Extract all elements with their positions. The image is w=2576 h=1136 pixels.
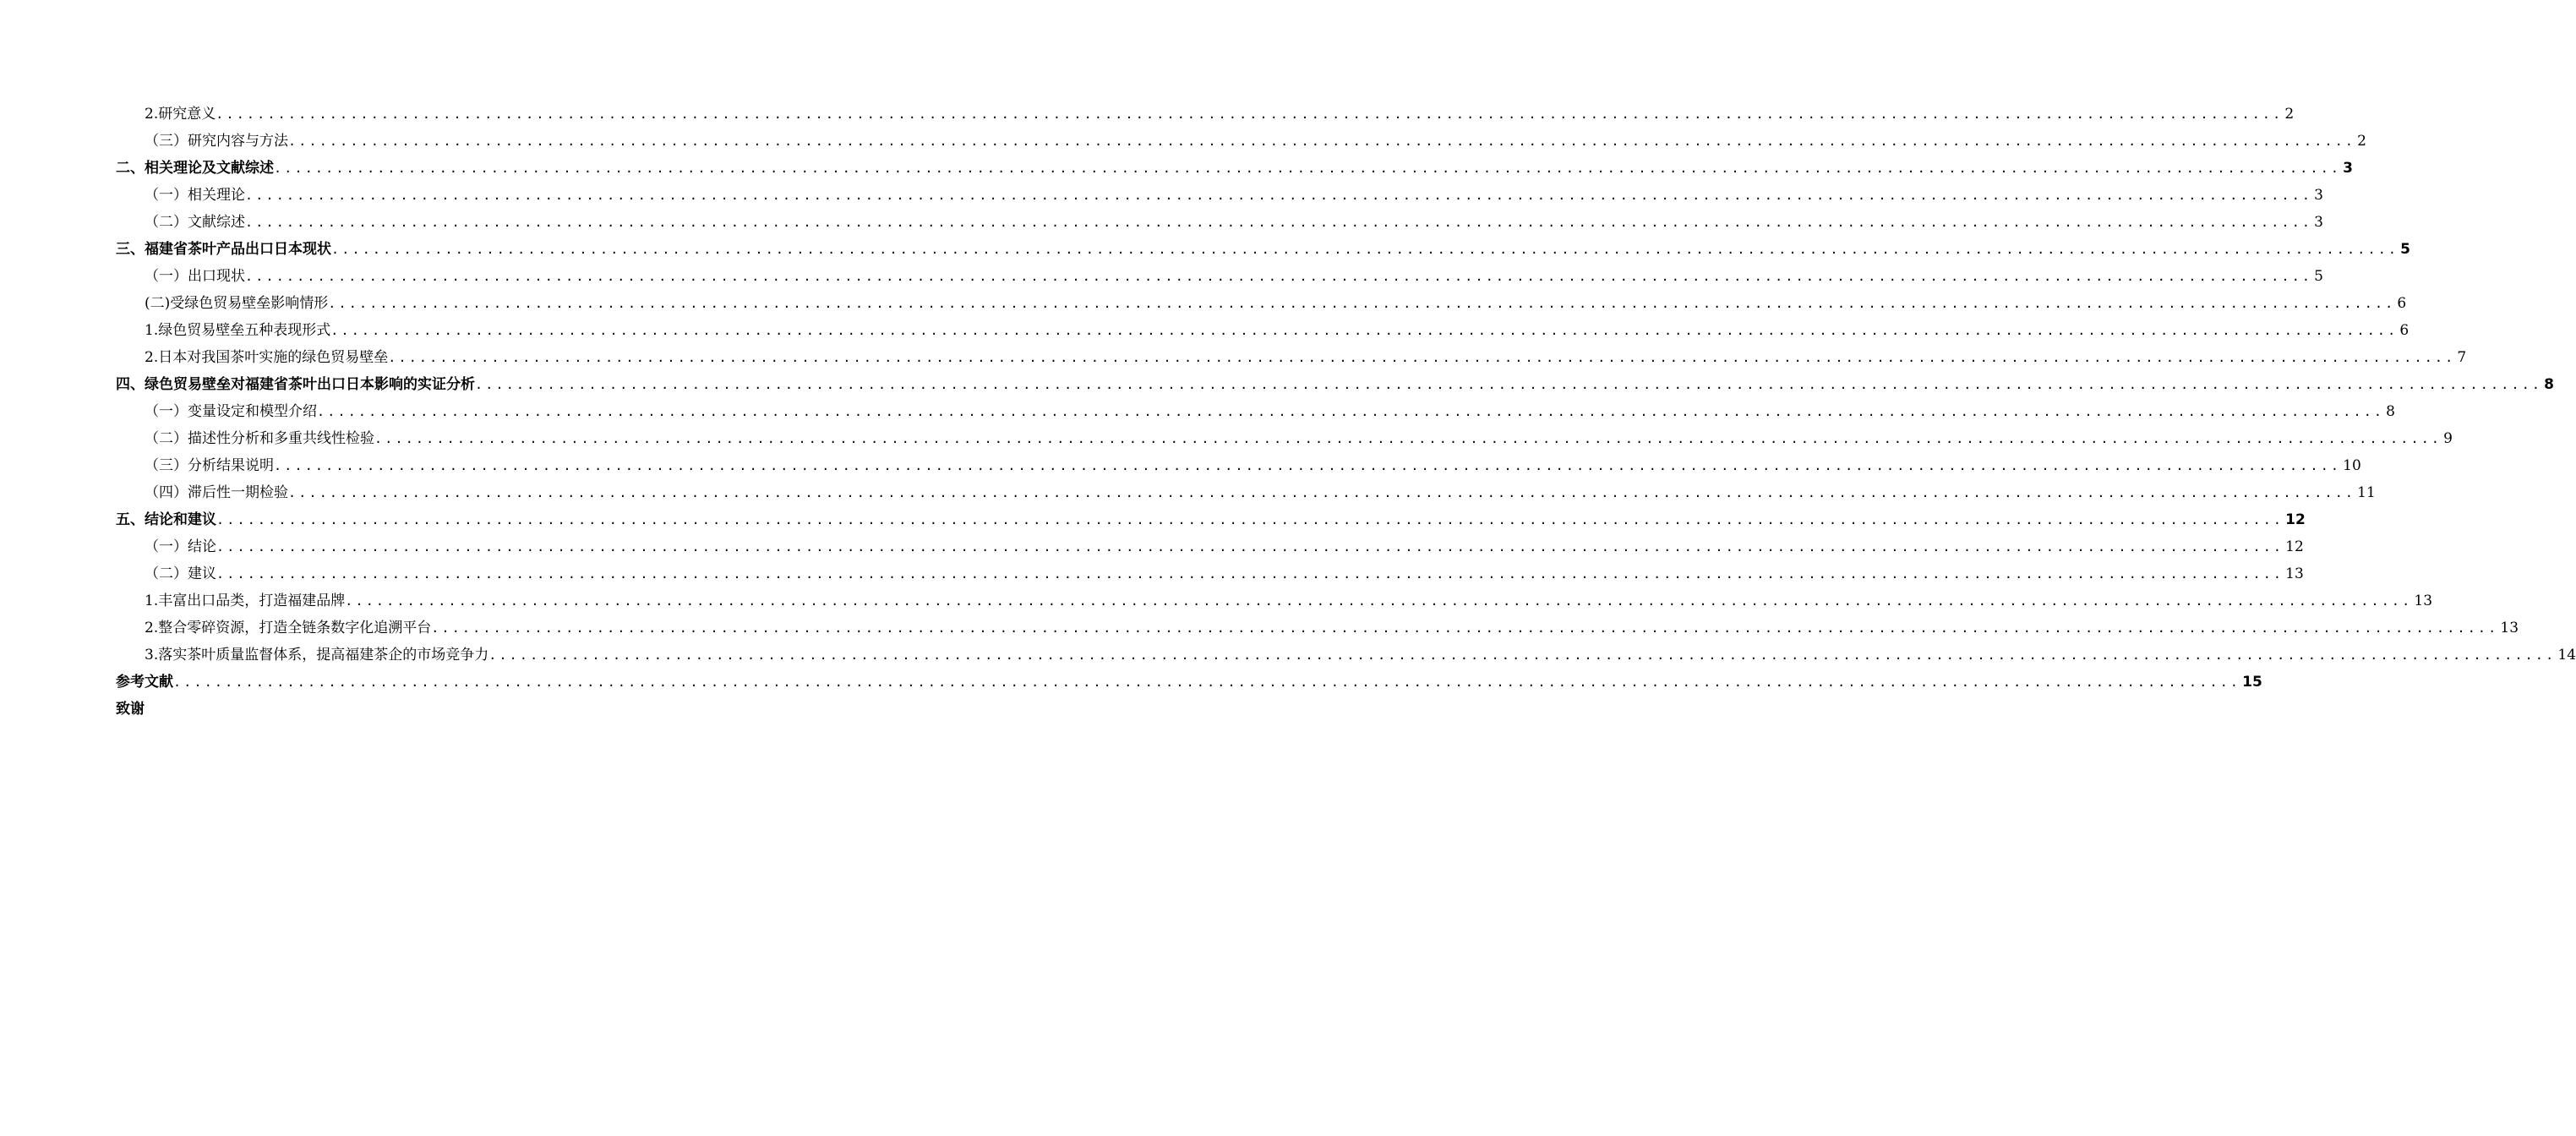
toc-page-number: 3 xyxy=(2314,214,2323,231)
toc-entry[interactable] xyxy=(116,206,2323,233)
toc-entry[interactable] xyxy=(116,179,2323,206)
toc-page-number: 6 xyxy=(2397,295,2407,312)
toc-dot-leader: ........................................................................................................................................................................................................ xyxy=(317,404,2385,419)
toc-entry-title: （一）出口现状 xyxy=(145,268,245,285)
toc-entry[interactable] xyxy=(116,341,2467,369)
toc-entry-title: （一）相关理论 xyxy=(145,187,245,204)
toc-dot-leader: ........................................................................................................................................................................................................ xyxy=(245,215,2313,230)
toc-page-number: 13 xyxy=(2500,620,2519,636)
toc-dot-leader: ........................................................................................................................................................................................................ xyxy=(274,458,2342,473)
toc-entry-title: （一）结论 xyxy=(145,538,216,555)
toc-page-number: 13 xyxy=(2285,565,2304,582)
toc-page-number: 6 xyxy=(2399,322,2410,339)
toc-entry-title: 1.丰富出口品类，打造福建品牌 xyxy=(145,593,346,609)
toc-entry-title: 2.研究意义 xyxy=(145,106,216,123)
toc-entry-title: （三）研究内容与方法 xyxy=(145,133,288,150)
toc-entry-title: （二）文献综述 xyxy=(145,214,245,231)
toc-page-number: 12 xyxy=(2285,511,2306,528)
toc-entry[interactable] xyxy=(116,369,2554,396)
toc-page-number: 3 xyxy=(2343,160,2353,177)
toc-entry[interactable] xyxy=(116,125,2366,152)
toc-dot-leader: ........................................................................................................................................................................................................ xyxy=(328,296,2396,311)
toc-entry-title: 四、绿色贸易壁垒对福建省茶叶出口日本影响的实证分析 xyxy=(116,376,475,393)
toc-page-number: 2 xyxy=(2357,133,2366,150)
toc-entry[interactable] xyxy=(116,531,2304,558)
toc-page-number: 5 xyxy=(2314,268,2323,285)
toc-dot-leader: ........................................................................................................................................................................................................ xyxy=(274,161,2342,176)
toc-entry-title: （三）分析结果说明 xyxy=(145,457,274,474)
toc-entry-title: 参考文献 xyxy=(116,674,173,691)
toc-dot-leader: ........................................................................................................................................................................................................ xyxy=(345,593,2413,609)
toc-entry-title: （四）滞后性一期检验 xyxy=(145,484,288,501)
toc-entry[interactable] xyxy=(116,152,2353,179)
toc-page-number: 14 xyxy=(2557,647,2576,664)
toc-entry-title: 2.整合零碎资源，打造全链条数字化追溯平台 xyxy=(145,620,432,636)
toc-page-number: 7 xyxy=(2457,349,2467,366)
toc-entry-title: （二）建议 xyxy=(145,565,216,582)
toc-page-number: 8 xyxy=(2544,376,2554,393)
toc-page-number: 2 xyxy=(2284,106,2295,123)
toc-entry[interactable] xyxy=(116,477,2376,504)
toc-entry[interactable] xyxy=(116,639,2576,666)
toc-page-number: 12 xyxy=(2285,538,2304,555)
toc-entry[interactable] xyxy=(116,504,2306,531)
toc-entry[interactable] xyxy=(116,612,2519,639)
toc-entry[interactable] xyxy=(116,98,2295,125)
toc-dot-leader: ........................................................................................................................................................................................................ xyxy=(216,566,2284,582)
toc-page-number: 13 xyxy=(2414,593,2433,609)
toc-entry[interactable] xyxy=(116,693,718,720)
toc-dot-leader: ........................................................................................................................................................................................................ xyxy=(488,647,2557,663)
toc-dot-leader: ........................................................................................................................................................................................................ xyxy=(288,134,2356,149)
toc-page-number: 11 xyxy=(2357,484,2376,501)
toc-entry-title: 1.绿色贸易壁垒五种表现形式 xyxy=(145,322,331,339)
toc-entry[interactable] xyxy=(116,260,2323,287)
toc-entry-title: 三、福建省茶叶产品出口日本现状 xyxy=(116,241,331,258)
toc-page-number: 10 xyxy=(2343,457,2361,474)
toc-page-number: 15 xyxy=(2242,674,2262,691)
toc-page-number: 9 xyxy=(2443,430,2453,447)
toc-entry[interactable] xyxy=(116,585,2433,612)
toc-dot-leader: ........................................................................................................................................................................................................ xyxy=(475,377,2543,392)
toc-entry[interactable] xyxy=(116,450,2361,477)
toc-page-number: 5 xyxy=(2400,241,2410,258)
toc-page-number: 3 xyxy=(2314,187,2323,204)
toc-entry[interactable] xyxy=(116,287,2407,314)
toc-dot-leader: ........................................................................................................................................................................................................ xyxy=(331,242,2399,257)
toc-dot-leader: ........................................................................................................................................................................................................ xyxy=(216,539,2284,554)
toc-entry[interactable] xyxy=(116,666,2262,693)
toc-entry[interactable] xyxy=(116,314,2410,341)
toc-entry[interactable] xyxy=(116,396,2395,423)
toc-dot-leader: ........................................................................................................................................................................................................ xyxy=(374,431,2442,446)
toc-entry-title: （一）变量设定和模型介绍 xyxy=(145,403,317,420)
toc-dot-leader: ........................................................................................................................................................................................................ xyxy=(245,188,2313,203)
toc-dot-leader: ........................................................................................................................................................................................................ xyxy=(288,485,2356,500)
toc-entry-title: 五、结论和建议 xyxy=(116,511,216,528)
toc-dot-leader: ........................................................................................................................................................................................................ xyxy=(173,674,2241,690)
toc-dot-leader: ........................................................................................................................................................................................................ xyxy=(216,106,2284,122)
toc-page-number: 8 xyxy=(2386,403,2395,420)
toc-entry[interactable] xyxy=(116,233,2410,260)
toc-entry-title: (二)受绿色贸易壁垒影响情形 xyxy=(145,295,329,312)
toc-dot-leader: ........................................................................................................................................................................................................ xyxy=(388,350,2456,365)
toc-dot-leader: ........................................................................................................................................................................................................ xyxy=(245,269,2313,284)
toc-entry-title: 致谢 xyxy=(116,701,145,718)
toc-dot-leader: ........................................................................................................................................................................................................ xyxy=(431,620,2499,636)
toc-dot-leader: ........................................................................................................................................................................................................ xyxy=(216,512,2284,527)
toc-dot-leader: ........................................................................................................................................................................................................ xyxy=(330,323,2399,338)
table-of-contents xyxy=(116,98,2576,720)
toc-entry-title: （二）描述性分析和多重共线性检验 xyxy=(145,430,374,447)
toc-entry[interactable] xyxy=(116,558,2304,585)
toc-entry-title: 二、相关理论及文献综述 xyxy=(116,160,274,177)
toc-entry-title: 2.日本对我国茶叶实施的绿色贸易壁垒 xyxy=(145,349,389,366)
toc-entry-title: 3.落实茶叶质量监督体系，提高福建茶企的市场竞争力 xyxy=(145,647,489,664)
toc-entry[interactable] xyxy=(116,423,2453,450)
